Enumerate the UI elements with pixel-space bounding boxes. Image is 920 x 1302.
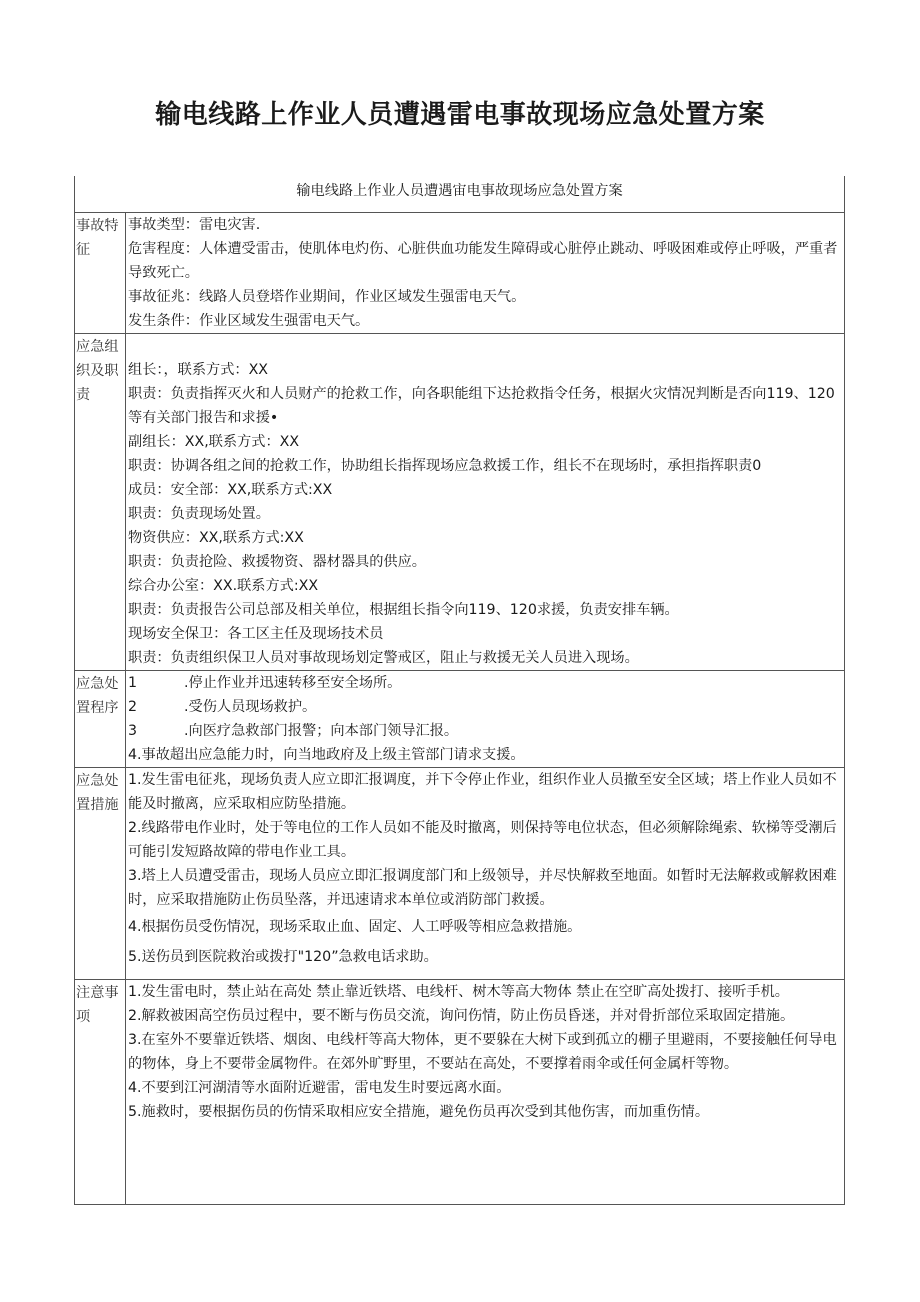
org-line: 组长：，联系方式：XX bbox=[128, 362, 269, 378]
measure-line: 3.塔上人员遭受雷击，现场人员应立即汇报调度部门和上级领导，并尽快解救至地面。如暂时无法解救或解救困难时，应采取措施防止伤员坠落，并迅速请求本单位或消防部门救援。 bbox=[128, 868, 837, 908]
features-line: 事故征兆：线路人员登塔作业期间，作业区域发生强雷电天气。 bbox=[128, 289, 526, 305]
note-line: 2.解救被困高空伤员过程中，要不断与伤员交流，询问伤情，防止伤员昏迷，并对骨折部位采取固定措施。 bbox=[128, 1008, 795, 1024]
note-line: 5.施救时，要根据伤员的伤情采取相应安全措施，避免伤员再次受到其他伤害，而加重伤情。 bbox=[128, 1104, 710, 1120]
table-header: 输电线路上作业人员遭遇宙电事故现场应急处置方案 bbox=[75, 176, 845, 213]
content-notes bbox=[126, 980, 845, 1205]
measure-line: 2.线路带电作业时，处于等电位的工作人员如不能及时撤离，则保持等电位状态，但必须解除绳索、软梯等受潮后可能引发短路故障的带电作业工具。 bbox=[128, 820, 837, 860]
features-line: 发生条件：作业区域发生强雷电天气。 bbox=[128, 313, 370, 329]
procedure-step bbox=[128, 719, 844, 743]
row-measures bbox=[75, 768, 845, 980]
org-line: 职责：负责组织保卫人员对事故现场划定警戒区，阻止与救援无关人员进入现场。 bbox=[128, 650, 639, 666]
label-procedure: 应急处置程序 bbox=[75, 671, 126, 768]
row-organization bbox=[75, 334, 845, 671]
note-line: 1.发生雷电时，禁止站在高处 禁止靠近铁塔、电线杆、树木等高大物体 禁止在空旷高处拨打、接听手机。 bbox=[128, 984, 789, 1000]
content-organization bbox=[126, 334, 845, 671]
step-number: 2 bbox=[128, 699, 138, 715]
org-line: 职责：负责指挥灭火和人员财产的抢救工作，向各职能组下达抢救指令任务，根据火灾情况判断是否向119、120等有关部门报告和求援• bbox=[128, 386, 835, 426]
note-line: 4.不要到江河湖清等水面附近避雷，雷电发生时要远离水面。 bbox=[128, 1080, 511, 1096]
row-procedure bbox=[75, 671, 845, 768]
procedure-step: 4.事故超出应急能力时，向当地政府及上级主管部门请求支援。 bbox=[128, 747, 525, 763]
step-text: .向医疗急救部门报警；向本部门领导汇报。 bbox=[184, 723, 459, 739]
step-text: .停止作业并迅速转移至安全场所。 bbox=[184, 675, 402, 691]
org-line: 副组长：XX,联系方式：XX bbox=[128, 434, 300, 450]
features-line: 危害程度：人体遭受雷击，使肌体电灼伤、心脏供血功能发生障碍或心脏停止跳动、呼吸困难或停止呼吸，严重者导致死亡。 bbox=[128, 241, 838, 281]
measure-line: 1.发生雷电征兆，现场负责人应立即汇报调度，并下令停止作业，组织作业人员撤至安全区域；塔上作业人员如不能及时撤离，应采取相应防坠措施。 bbox=[128, 772, 837, 812]
step-number: 1 bbox=[128, 675, 138, 691]
org-line: 职责：负责抢险、救援物资、器材器具的供应。 bbox=[128, 554, 426, 570]
org-line: 职责：负责报告公司总部及相关单位，根据组长指令向119、120求援，负责安排车辆。 bbox=[128, 602, 679, 618]
document-title: 输电线路上作业人员遭遇雷电事故现场应急处置方案 bbox=[155, 100, 765, 130]
procedure-step bbox=[128, 671, 844, 695]
org-line: 职责：协调各组之间的抢救工作，协助组长指挥现场应急救援工作，组长不在现场时，承担指挥职责0 bbox=[128, 458, 762, 474]
label-organization: 应急组织及职责 bbox=[75, 334, 126, 671]
procedure-step bbox=[128, 695, 844, 719]
org-line: 职责：负责现场处置。 bbox=[128, 506, 270, 522]
step-text: .受伤人员现场救护。 bbox=[184, 699, 317, 715]
org-line: 物资供应：XX,联系方式:XX bbox=[128, 530, 304, 546]
row-features bbox=[75, 213, 845, 334]
content-measures bbox=[126, 768, 845, 980]
label-measures: 应急处置措施 bbox=[75, 768, 126, 980]
label-notes: 注意事项 bbox=[75, 980, 126, 1205]
org-line: 成员：安全部：XX,联系方式:XX bbox=[128, 482, 333, 498]
label-features: 事故特征 bbox=[75, 213, 126, 334]
row-notes bbox=[75, 980, 845, 1205]
org-line: 现场安全保卫：各工区主任及现场技术员 bbox=[128, 626, 384, 642]
org-line: 综合办公室：XX.联系方式:XX bbox=[128, 578, 319, 594]
measure-line: 5.送伤员到医院救治或拨打"120”急救电话求助。 bbox=[128, 949, 438, 965]
note-line: 3.在室外不要靠近铁塔、烟囱、电线杆等高大物体，更不要躲在大树下或到孤立的棚子里避雨，不要接触任何导电的物体，身上不要带金属物件。在郊外旷野里，不要站在高处，不要撑着雨伞或任何金属杆等物。 bbox=[128, 1032, 837, 1072]
table-header-row bbox=[75, 176, 845, 213]
features-line: 事故类型：雷电灾害. bbox=[128, 217, 261, 233]
content-features bbox=[126, 213, 845, 334]
emergency-plan-table bbox=[74, 176, 845, 1205]
step-number: 3 bbox=[128, 723, 138, 739]
measure-line: 4.根据伤员受伤情况，现场采取止血、固定、人工呼吸等相应急救措施。 bbox=[128, 919, 582, 935]
content-procedure bbox=[126, 671, 845, 768]
